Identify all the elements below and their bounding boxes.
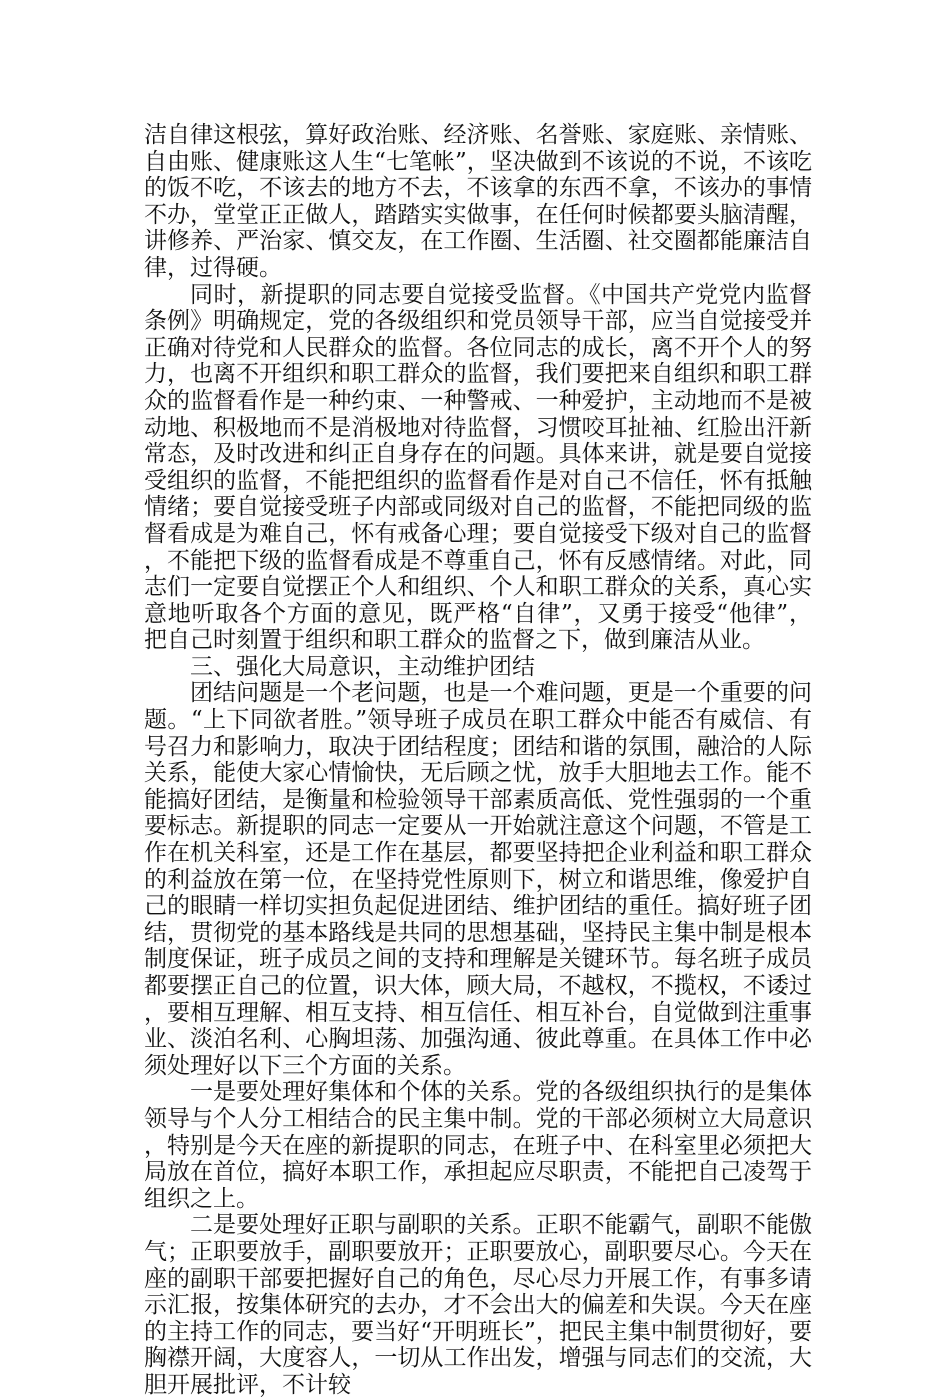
paragraph-chief-deputy: 二是要处理好正职与副职的关系。正职不能霸气，副职不能傲气；正职要放手，副职要放开；正职要放心，副职要尽心。今天在座的副职干部要把握好自己的角色，尽心尽力开展工作，有事多请示汇报，按集体研究的去办，才不会出大的偏差和失误。今天在座的主持工作的同志，要当好“开明班长”，把民主集中制贯彻好，要胸襟开阔，大度容人，一切从工作出发，增强与同志们的交流，大胆开展批评，不计较 <box>144 1212 812 1398</box>
paragraph-accept-supervision: 同时，新提职的同志要自觉接受监督。《中国共产党党内监督条例》明确规定，党的各级组织和党员领导干部，应当自觉接受并正确对待党和人民群众的监督。各位同志的成长，离不开个人的努力，也离不开组织和职工群众的监督，我们要把来自组织和职工群众的监督看作是一种约束、一种警戒、一种爱护，主动地而不是被动地、积极地而不是消极地对待监督，习惯咬耳扯袖、红脸出汗新常态，及时改进和纠正自身存在的问题。具体来讲，就是要自觉接受组织的监督，不能把组织的监督看作是对自己不信任，怀有抵触情绪；要自觉接受班子内部或同级对自己的监督，不能把同级的监督看成是为难自己，怀有戒备心理；要自觉接受下级对自己的监督，不能把下级的监督看成是不尊重自己，怀有反感情绪。对此，同志们一定要自觉摆正个人和组织、个人和职工群众的关系，真心实意地听取各个方面的意见，既严格“自律”，又勇于接受“他律”，把自己时刻置于组织和职工群众的监督之下，做到廉洁从业。 <box>144 281 812 654</box>
section-heading-unity: 三、强化大局意识，主动维护团结 <box>190 653 535 680</box>
paragraph-collective-individual: 一是要处理好集体和个体的关系。党的各级组织执行的是集体领导与个人分工相结合的民主集中制。党的干部必须树立大局意识，特别是今天在座的新提职的同志，在班子中、在科室里必须把大局放在首位，搞好本职工作，承担起应尽职责，不能把自己凌驾于组织之上。 <box>144 1079 812 1212</box>
paragraph-unity: 团结问题是一个老问题，也是一个难问题，更是一个重要的问题。“上下同欲者胜。”领导班子成员在职工群众中能否有威信、有号召力和影响力，取决于团结程度；团结和谐的氛围，融洽的人际关系，能使大家心情愉快，无后顾之忧，放手大胆地去工作。能不能搞好团结，是衡量和检验领导干部素质高低、党性强弱的一个重要标志。新提职的同志一定要从一开始就注意这个问题，不管是工作在机关科室，还是工作在基层，都要坚持把企业利益和职工群众的利益放在第一位，在坚持党性原则下，树立和谐思维，像爱护自己的眼睛一样切实担负起促进团结、维护团结的重任。搞好班子团结，贯彻党的基本路线是共同的思想基础，坚持民主集中制是根本制度保证，班子成员之间的支持和理解是关键环节。每名班子成员都要摆正自己的位置，识大体，顾大局，不越权，不揽权，不诿过，要相互理解、相互支持、相互信任、相互补台，自觉做到注重事业、淡泊名利、心胸坦荡、加强沟通、彼此尊重。在具体工作中必须处理好以下三个方面的关系。 <box>144 680 812 1079</box>
document-page <box>144 122 812 1399</box>
paragraph-self-discipline-end: 洁自律这根弦，算好政治账、经济账、名誉账、家庭账、亲情账、自由账、健康账这人生“七笔帐”，坚决做到不该说的不说，不该吃的饭不吃，不该去的地方不去，不该拿的东西不拿，不该办的事情不办，堂堂正正做人，踏踏实实做事，在任何时候都要头脑清醒，讲修养、严治家、慎交友，在工作圈、生活圈、社交圈都能廉洁自律，过得硬。 <box>144 122 812 281</box>
